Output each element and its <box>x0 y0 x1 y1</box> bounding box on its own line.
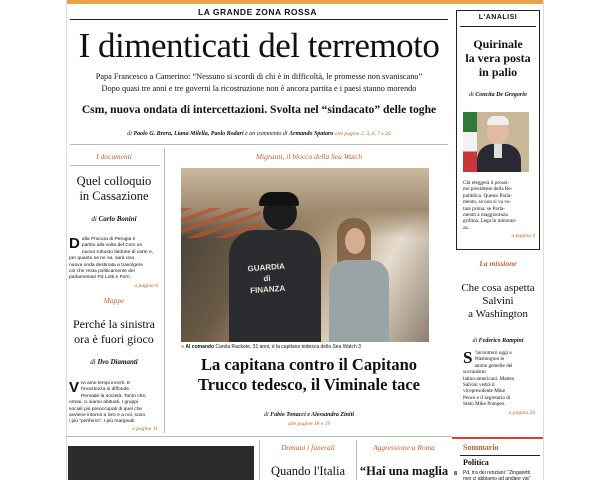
page-edge-strip <box>0 0 66 480</box>
documents-title <box>68 174 160 204</box>
maps-body-line: avviene intorno a loro e a noi, sono <box>69 413 146 419</box>
section-header-rule <box>70 19 448 20</box>
analysis-body <box>463 180 535 231</box>
mission-pages-link[interactable]: a pagina 26 <box>508 410 535 416</box>
mission-author: Federico Rampini <box>478 338 524 344</box>
lead-subtitle-1: Papa Francesco a Camerino: “Nessuno si scordi di chi è in difficoltà, le promesse non svaniscano” <box>95 72 423 81</box>
summary-rule <box>452 437 543 439</box>
page-left-border <box>66 0 67 480</box>
maps-author: Ilvo Diamanti <box>97 358 138 366</box>
summary-item-number: 8 <box>454 471 458 477</box>
maps-title <box>68 317 160 347</box>
maps-body-line: l'incertezza si diffonde. <box>81 387 131 393</box>
portrait-flag <box>463 112 477 172</box>
photo-headline-line-2: Trucco tedesco, il Viminale tace <box>198 375 420 394</box>
analysis-title <box>456 37 540 79</box>
analysis-body-line: za. <box>463 224 469 231</box>
documents-kicker: I documenti <box>96 152 132 161</box>
maps-byline-prefix: di <box>90 358 96 366</box>
analysis-kicker: L'ANALISI <box>478 14 518 21</box>
analysis-body-line: mo presidente della Re- <box>463 186 513 193</box>
documents-body <box>69 237 161 282</box>
analysis-kicker-rule <box>460 26 536 27</box>
mission-body-line: Stato Mike Pompeo. <box>463 401 506 408</box>
mission-body-line: anime gemelle dei <box>474 362 513 369</box>
analysis-byline <box>456 92 540 98</box>
byline-prefix: di <box>127 131 132 137</box>
documents-body-line: nuova onda destinata a travolgere <box>69 262 143 268</box>
mission-body-line: Salvini vedrà il <box>463 382 495 389</box>
byline-commentator: Armando Spataro <box>289 131 334 137</box>
mission-body-line: vicepresidente Mike <box>463 388 506 395</box>
aggression-kicker: Aggressione a Roma <box>373 443 435 452</box>
photo-caption <box>181 344 431 350</box>
photo-byline-authors: Fabio Tonacci e Alessandra Ziniti <box>270 412 355 418</box>
documents-byline-prefix: di <box>91 215 97 223</box>
analysis-byline-prefix: di <box>469 92 474 98</box>
analysis-body-line: mento a maggioranza <box>463 212 508 219</box>
funerals-kicker: Domani i funerali <box>281 443 335 452</box>
top-rule <box>66 0 543 4</box>
maps-pages-link[interactable]: a pagina 11 <box>132 426 158 432</box>
analysis-body-line: pubblica. Questo Parla- <box>463 192 512 199</box>
summary-item-line: Pd, tra dei renziani: “Zingaretti <box>463 470 530 476</box>
documents-body-line: nuovo robusto faldone di carte e, <box>81 249 154 255</box>
mission-body-line: ’incontrerò oggi a <box>474 350 512 356</box>
maps-body <box>69 381 161 426</box>
documents-body-line: per quanto se ne sa, sarà una <box>69 256 134 262</box>
summary-item-line: non ci abbiamo ad andare via” <box>463 476 531 480</box>
lead-bottom-rule <box>70 144 448 145</box>
maps-title-line-1: Perché la sinistra <box>73 317 155 331</box>
mission-byline-prefix: di <box>472 338 478 344</box>
section-header: LA GRANDE ZONA ROSSA <box>198 7 317 17</box>
maps-title-line-2: ora è fuori gioco <box>74 332 154 346</box>
bottom-dark-photo <box>68 446 254 480</box>
officer-vest-text <box>236 260 298 297</box>
vest-line-1: GUARDIA <box>247 261 286 274</box>
mission-title-line-1: Che cosa aspetta <box>461 282 535 294</box>
mission-body-line: Pence e il segretario di <box>463 394 511 401</box>
analysis-title-line-1: Quirinale <box>473 37 523 51</box>
summary-label: Sommario <box>463 443 499 452</box>
mission-title-line-3: a Washington <box>468 308 528 320</box>
maps-body-line: Pervade la società. Tanto che, <box>81 393 147 399</box>
analysis-pages-link[interactable]: a pagina 4 <box>511 233 535 239</box>
captain-face <box>345 228 365 254</box>
bottom-divider-1 <box>259 440 260 480</box>
maps-dropcap: V <box>69 379 80 396</box>
left-column-divider <box>164 148 165 433</box>
photo-pages-link[interactable]: alle pagine 18 e 19 <box>287 421 331 427</box>
page-right-border <box>543 0 544 480</box>
main-photo <box>181 168 429 342</box>
portrait-photo <box>463 112 529 172</box>
lead-subtitle-2: Dopo quasi tre anni e tre governi la ricostruzione non è ancora partita e i paesi stanno morendo <box>101 84 417 93</box>
portrait-hair <box>487 116 509 125</box>
maps-kicker: Mappe <box>103 296 125 305</box>
bottom-divider-2 <box>356 440 357 480</box>
mission-kicker: La missione <box>479 259 517 268</box>
lead-byline <box>70 131 448 137</box>
photo-headline-line-1: La capitana contro il Capitano <box>200 355 418 374</box>
documents-kicker-rule <box>70 165 160 166</box>
aggression-title: “Hai una maglia <box>359 464 449 478</box>
captain-body <box>329 260 389 342</box>
photo-byline-prefix: di <box>263 412 269 418</box>
analysis-author: Concita De Gregorio <box>475 92 527 98</box>
summary-section: Politica <box>463 458 489 467</box>
documents-body-line: ciò che resta politicamente dei <box>69 269 135 275</box>
summary-divider <box>460 455 540 456</box>
funerals-title: Quando l'Italia <box>270 464 346 478</box>
analysis-body-line: Chi eleggerà il prossi- <box>463 180 509 186</box>
vest-line-3: FINANZA <box>249 283 286 296</box>
bottom-row-rule <box>66 436 452 437</box>
mission-byline <box>456 338 540 344</box>
photo-headline <box>170 355 448 395</box>
mission-body-line: sovranismi <box>463 369 486 376</box>
second-headline: Csm, nuova ondata di intercettazioni. Svolta nel “sindacato” delle toghe <box>81 103 437 116</box>
analysis-title-line-2: la vera posta <box>465 51 531 65</box>
documents-dropcap: D <box>69 235 80 252</box>
caption-bullet: ■ <box>181 344 185 350</box>
photo-kicker: Migranti, il blocco della Sea Watch <box>255 152 363 161</box>
documents-body-line: alla Procura di Perugia è <box>81 237 136 242</box>
caption-label: Al comando <box>185 344 215 350</box>
maps-body-line: sociali più preoccupati di quel che <box>69 406 143 412</box>
photo-byline <box>170 412 448 418</box>
analysis-body-line: grillina, Lega in minoran- <box>463 218 517 225</box>
summary-item[interactable] <box>463 470 543 480</box>
analysis-body-line: mento, se non si va vo- <box>463 199 512 206</box>
maps-body-line: ormai, ci siamo abituati. I gruppi <box>69 400 139 406</box>
maps-byline <box>68 358 160 366</box>
mission-body-line: Washington le <box>474 356 505 363</box>
documents-byline <box>68 215 160 223</box>
documents-author: Carlo Bonini <box>98 215 137 223</box>
analysis-body-line: tare prima: se Parla- <box>463 205 505 212</box>
analysis-title-line-3: in palio <box>478 65 518 79</box>
portrait-shirt <box>494 144 502 158</box>
maps-body-line: ivi amo tempi incerti. E <box>81 381 131 386</box>
vest-line-2: di <box>263 273 271 284</box>
caption-text: Carola Rackete, 31 anni, è la capitana tedesca della Sea Watch 3 <box>215 344 361 350</box>
lead-pages-link[interactable]: alle pagine 2, 3, 6, 7 e 26 <box>334 131 391 137</box>
documents-body-line: parlamentari Pd Lotti e Ferri. <box>69 275 131 281</box>
mission-body <box>463 350 537 408</box>
byline-mid: e un commento di <box>245 131 288 137</box>
mission-dropcap: S <box>463 348 473 367</box>
byline-authors: Paolo G. Brera, Liana Milella, Paolo Rodari <box>133 131 244 137</box>
documents-pages-link[interactable]: a pagina 6 <box>134 283 158 289</box>
lead-title: I dimenticati del terremoto <box>78 26 440 65</box>
maps-body-line: i più “periferici”. I più marginali. <box>69 419 136 425</box>
documents-title-line-2: in Cassazione <box>79 189 149 203</box>
mission-title-line-2: Salvini <box>482 295 514 307</box>
documents-title-line-1: Quel colloquio <box>76 174 152 188</box>
mission-title <box>456 282 540 321</box>
mission-body-line: latino-americani. Matteo <box>463 375 515 382</box>
officer-cap <box>259 192 299 206</box>
documents-body-line: partito alla volta del Csm un <box>81 243 143 249</box>
